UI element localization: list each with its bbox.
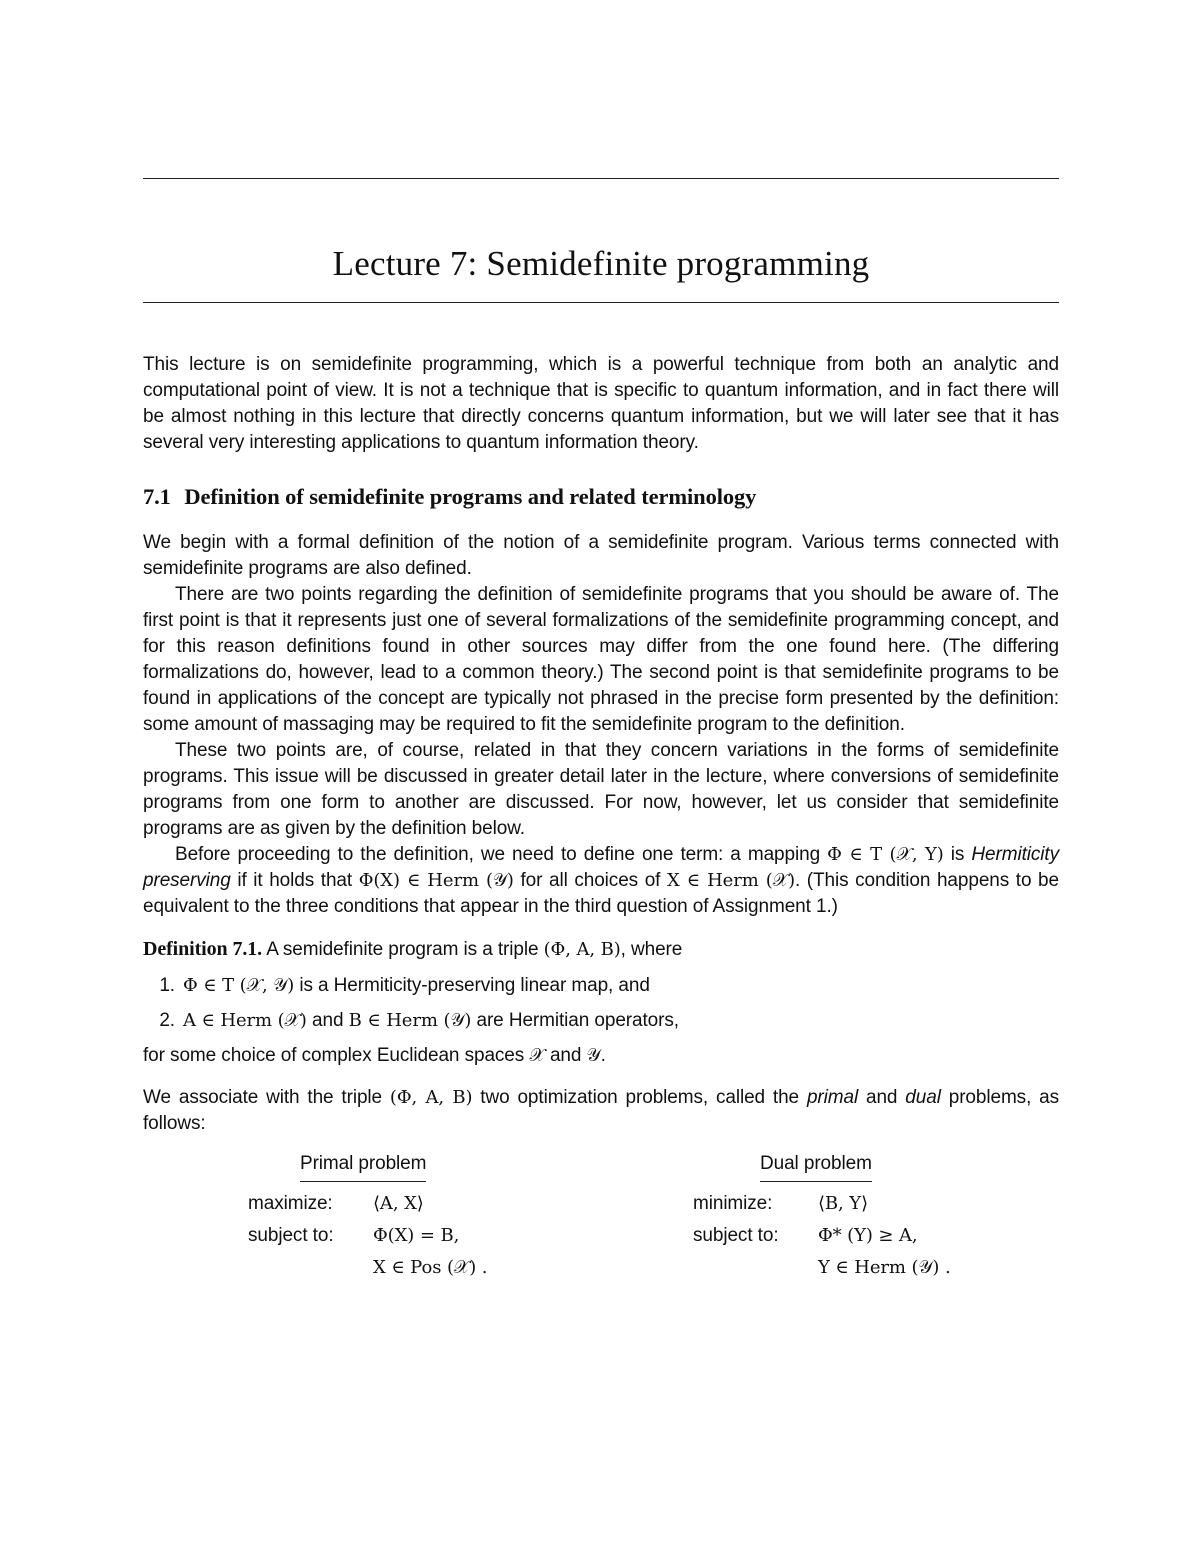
definition-statement: [143, 936, 1059, 963]
spaces-math-x: 𝒳: [529, 1045, 545, 1066]
definition-text-a: A semidefinite program is a triple: [266, 939, 539, 960]
assoc-text-a: We associate with the triple: [143, 1087, 383, 1108]
spaces-text-b: and: [549, 1045, 582, 1066]
page-title: Lecture 7: Semidefinite programming: [332, 244, 870, 283]
item-text-2: are Hermitian operators,: [471, 1010, 679, 1031]
dual-constraint-1: Φ* (Y) ≥ A,: [818, 1225, 918, 1246]
optimization-problems: [143, 1151, 1059, 1311]
primal-objective: ⟨A, X⟩: [373, 1193, 424, 1214]
item-math-2: B ∈ Herm (𝒴): [348, 1010, 472, 1031]
section-title: Definition of semidefinite programs and related terminology: [184, 484, 757, 509]
definition-triple: (Φ, A, B): [543, 939, 621, 960]
primal-subject-label: subject to:: [248, 1225, 334, 1246]
paragraph-related: These two points are, of course, related in that they concern variations in the forms of semidefinite programs. This issue will be discussed in greater detail later in the lecture, where conversions of semidefinite programs from one form to another are discussed. For now, however, let us consider that semidefinite programs are as given by the definition below.: [143, 740, 1059, 839]
item-math: A ∈ Herm (𝒳): [183, 1010, 307, 1031]
list-marker: 1.: [159, 975, 175, 996]
item-math: Φ ∈ T (𝒳, 𝒴): [183, 975, 295, 996]
dual-objective: ⟨B, Y⟩: [818, 1193, 868, 1214]
paragraph-begin: We begin with a formal definition of the notion of a semidefinite program. Various terms connected with semidefinite programs are also defined.: [143, 532, 1059, 579]
hermiticity-text-d: for all choices of: [520, 870, 661, 891]
list-item: [143, 973, 1059, 999]
assoc-dual: dual: [905, 1087, 941, 1108]
dual-constraint-2: Y ∈ Herm (𝒴) .: [818, 1257, 951, 1278]
lecture-body: [143, 352, 1059, 1311]
spaces-math-y: 𝒴: [586, 1045, 601, 1066]
primal-constraint-1: Φ(X) = B,: [373, 1225, 460, 1246]
hermiticity-text-e: . (This condition happens to be equivalent to the three conditions that appear in the third question of Assignment 1.): [143, 870, 1059, 917]
dual-subject-label: subject to:: [693, 1225, 779, 1246]
top-rule: [143, 178, 1059, 179]
assoc-text-c: problems, as follows:: [143, 1087, 1060, 1134]
definition-spaces: [143, 1043, 1059, 1069]
primal-constraint-2: X ∈ Pos (𝒳) .: [373, 1257, 488, 1278]
intro-paragraph: This lecture is on semidefinite programming, which is a powerful technique from both an analytic and computational point of view. It is not a technique that is specific to quantum information, and in fact there will be almost nothing in this lecture that directly concerns quantum information, but we will later see that it has several very interesting applications to quantum information theory.: [143, 354, 1059, 453]
assoc-primal: primal: [806, 1087, 859, 1108]
list-item: [143, 1008, 1059, 1034]
definition-list: [143, 973, 1059, 1034]
association-paragraph: [143, 1085, 1059, 1137]
section-number: 7.1: [143, 484, 171, 509]
hermiticity-math-domain: X ∈ Herm (𝒳): [666, 870, 795, 891]
hermiticity-term: Hermiticity preserving: [143, 844, 1059, 891]
primal-objective-label: maximize:: [248, 1193, 333, 1214]
assoc-and: and: [865, 1087, 898, 1108]
hermiticity-text-c: if it holds that: [237, 870, 353, 891]
assoc-text-b: two optimization problems, called the: [480, 1087, 800, 1108]
list-marker: 2.: [159, 1010, 175, 1031]
paragraph-two-points: There are two points regarding the definition of semidefinite programs that you should be aware of. The first point is that it represents just one of several formalizations of the semidefinite programming concept, and for this reason definitions found in other sources may differ from the one found here. (The differing formalizations do, however, lead to a common theory.) The second point is that semidefinite programs to be found in applications of the concept are typically not phrased in the precise form presented by the definition: some amount of massaging may be required to fit the semidefinite program to the definition.: [143, 584, 1059, 735]
bottom-rule: [143, 302, 1059, 303]
hermiticity-math-condition: Φ(X) ∈ Herm (𝒴): [358, 870, 514, 891]
item-text: is a Hermiticity-preserving linear map, and: [294, 975, 650, 996]
dual-objective-label: minimize:: [693, 1193, 773, 1214]
spaces-text-a: for some choice of complex Euclidean spaces: [143, 1045, 525, 1066]
definition-label: Definition 7.1.: [143, 938, 263, 960]
item-text: and: [306, 1010, 349, 1031]
section-heading: [143, 484, 1059, 510]
hermiticity-text-a: Before proceeding to the definition, we need to define one term: a mapping: [175, 844, 821, 865]
definition-text-b: , where: [620, 939, 683, 960]
spaces-text-c: .: [600, 1045, 606, 1066]
hermiticity-text-b: is: [950, 844, 965, 865]
hermiticity-math-mapping: Φ ∈ T (𝒳, Y): [827, 844, 944, 865]
primal-heading: Primal problem: [300, 1151, 426, 1182]
assoc-triple: (Φ, A, B): [389, 1087, 473, 1108]
dual-heading: Dual problem: [760, 1151, 872, 1182]
paragraph-hermiticity: [143, 842, 1059, 920]
